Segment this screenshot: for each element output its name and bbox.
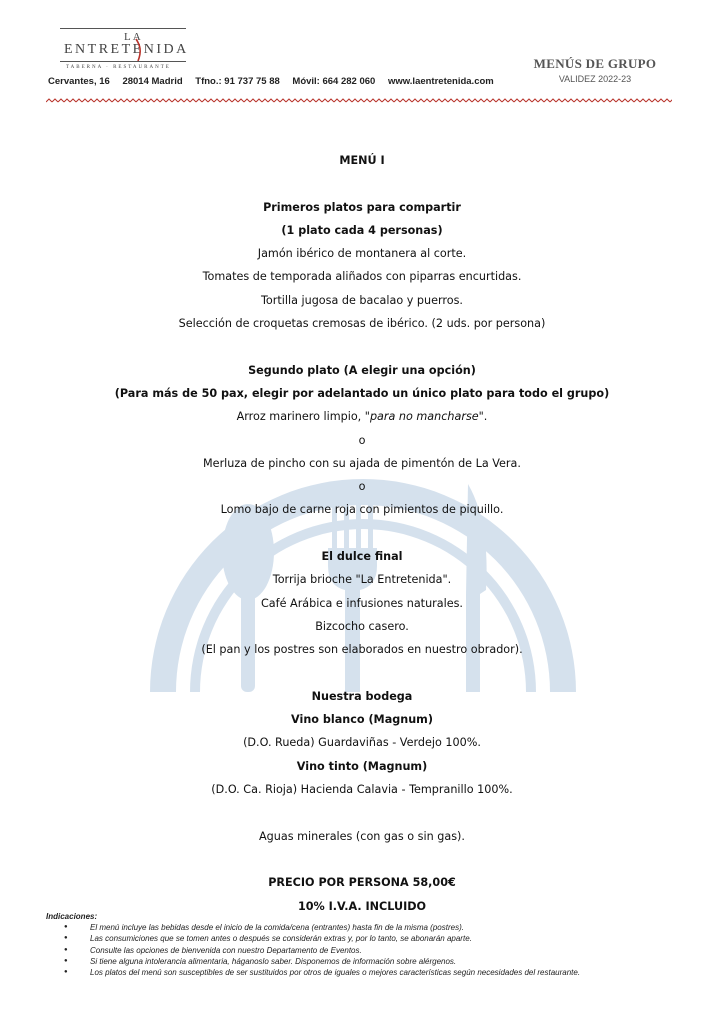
vat-text: 10% I.V.A. INCLUIDO	[297, 899, 427, 913]
contact-city: 28014 Madrid	[122, 76, 183, 87]
indication-item: ● Consulte las opciones de bienvenida con nuestro Departamento de Eventos.	[46, 945, 666, 956]
dessert-item: Café Arábica e infusiones naturales.	[261, 596, 463, 610]
spacer	[100, 172, 624, 195]
starter-item: Selección de croquetas cremosas de ibérico. (2 uds. por persona)	[178, 317, 546, 331]
starters-note: (1 plato cada 4 personas)	[281, 223, 443, 237]
starter-item: Tomates de temporada aliñados con piparras encurtidas.	[202, 270, 522, 284]
spacer	[100, 848, 624, 871]
main-item	[100, 405, 624, 428]
logo-bottom-rule	[60, 61, 186, 62]
indications-heading: Indicaciones:	[46, 912, 98, 921]
menu-title: MENÚ I	[339, 154, 385, 167]
spacer	[100, 801, 624, 824]
contact-mobile: Móvil: 664 282 060	[292, 76, 376, 87]
indications-list	[46, 922, 666, 978]
logo-name: ENTRETENIDA	[64, 42, 189, 57]
main-item-prefix: Arroz marinero limpio, "	[236, 410, 370, 424]
dessert-item: (El pan y los postres son elaborados en nuestro obrador).	[201, 643, 523, 657]
indication-item: ● Los platos del menú son susceptibles de ser sustituidos por otros de iguales o mejores características según necesidades del restaurante.	[46, 967, 666, 978]
dessert-item: Bizcocho casero.	[315, 619, 409, 633]
white-wine-heading: Vino blanco (Magnum)	[291, 713, 433, 727]
indications-section	[46, 912, 666, 978]
dessert-item: Torrija brioche "La Entretenida".	[272, 573, 452, 587]
logo-top-rule	[60, 28, 186, 29]
water-item: Aguas minerales (con gas o sin gas).	[259, 829, 465, 843]
red-wine-heading: Vino tinto (Magnum)	[296, 759, 428, 773]
starter-item: Jamón ibérico de montanera al corte.	[257, 247, 467, 261]
restaurant-logo	[54, 28, 189, 76]
logo-subtitle: TABERNA · RESTAURANTE	[66, 65, 171, 70]
logo-top-text: LA	[124, 31, 143, 43]
indication-item: ● Las consumiciones que se tomen antes o después se considerán extras y, por lo tanto, se abonarán aparte.	[46, 933, 666, 944]
validity-text: VALIDEZ 2022-23	[558, 74, 632, 84]
or-separator: o	[358, 480, 366, 494]
indication-item: ● Si tiene alguna intolerancia alimentaria, háganoslo saber. Disponemos de información sobre alérgenos.	[46, 956, 666, 967]
price-text: PRECIO POR PERSONA 58,00€	[268, 876, 456, 890]
contact-phone: Tfno.: 91 737 75 88	[195, 76, 280, 87]
contact-address: Cervantes, 16	[48, 76, 110, 87]
white-wine: (D.O. Rueda) Guardaviñas - Verdejo 100%.	[243, 736, 481, 750]
main-item: Lomo bajo de carne roja con pimientos de piquillo.	[220, 503, 504, 517]
spacer	[100, 522, 624, 545]
red-wine: (D.O. Ca. Rioja) Hacienda Calavia - Tempranillo 100%.	[211, 783, 513, 797]
starter-item: Tortilla jugosa de bacalao y puerros.	[261, 293, 463, 307]
main-heading: Segundo plato (A elegir una opción)	[248, 363, 476, 377]
document-title: MENÚS DE GRUPO	[533, 56, 657, 71]
dessert-heading: El dulce final	[321, 550, 403, 564]
menu-content	[100, 149, 624, 918]
main-item-suffix: ".	[478, 410, 488, 424]
main-item-italic: para no mancharse	[369, 410, 479, 424]
spacer	[100, 662, 624, 685]
cellar-heading: Nuestra bodega	[311, 689, 413, 703]
indication-item: ● El menú incluye las bebidas desde el inicio de la comida/cena (entrantes) hasta fin de la misma (postres).	[46, 922, 666, 933]
decorative-divider	[46, 98, 672, 104]
starters-heading: Primeros platos para compartir	[263, 200, 461, 214]
main-note: (Para más de 50 pax, elegir por adelantado un único plato para todo el grupo)	[114, 386, 610, 400]
logo-accent-icon	[134, 37, 144, 63]
contact-web[interactable]: www.laentretenida.com	[387, 76, 494, 87]
spacer	[100, 335, 624, 358]
or-separator: o	[358, 433, 366, 447]
main-item: Merluza de pincho con su ajada de pimentón de La Vera.	[203, 456, 521, 470]
document-header	[520, 56, 670, 84]
contact-line	[48, 76, 500, 87]
